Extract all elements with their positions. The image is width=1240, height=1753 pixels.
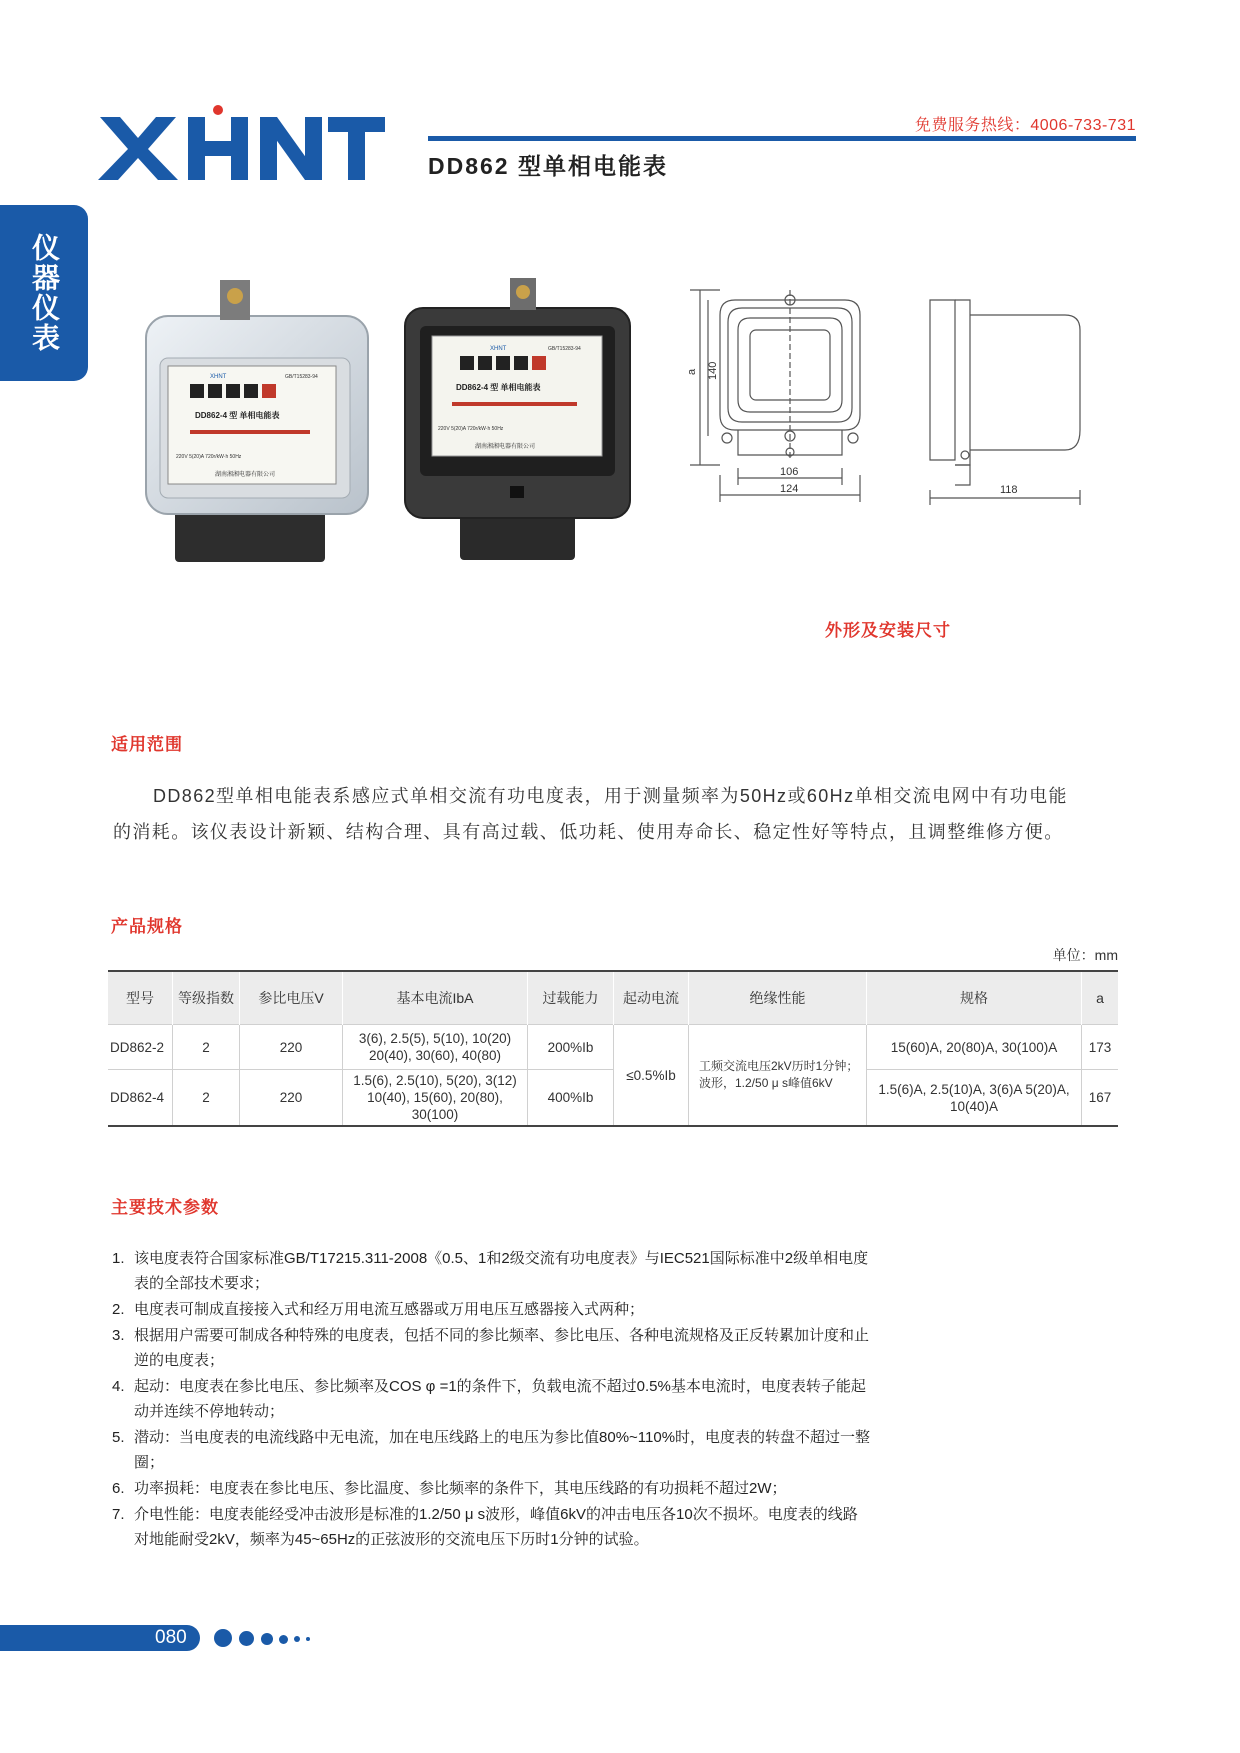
cell-current: 3(6), 2.5(5), 5(10), 10(20) 20(40), 30(60), 40(80): [343, 1025, 528, 1070]
cell-spec: 1.5(6)A, 2.5(10)A, 3(6)A 5(20)A, 10(40)A: [867, 1070, 1082, 1127]
black-meter-photo: [400, 278, 635, 568]
brand-logo: [100, 105, 385, 180]
list-item: [112, 1425, 872, 1475]
item-text: 潜动：当电度表的电流线路中无电流，加在电压线路上的电压为参比值80%~110%时，电度表的转盘不超过一整圈；: [134, 1429, 871, 1471]
cell-model: DD862-4: [108, 1070, 173, 1127]
params-heading: 主要技术参数: [111, 1198, 219, 1217]
svg-text:a: a: [686, 368, 698, 375]
col-spec: 规格: [867, 971, 1082, 1025]
svg-text:118: 118: [1000, 484, 1018, 496]
item-text: 起动：电度表在参比电压、参比频率及COS φ =1的条件下，负载电流不超过0.5%基本电流时，电度表转子能起动并连续不停地转动；: [134, 1378, 866, 1420]
dot-icon: [261, 1633, 273, 1645]
item-number: 5.: [112, 1429, 125, 1446]
spec-heading: 产品规格: [111, 917, 183, 936]
hotline-text: 免费服务热线：4006-733-731: [914, 117, 1136, 134]
svg-text:湖南湘湘电器有限公司: 湖南湘湘电器有限公司: [475, 444, 536, 450]
dot-icon: [279, 1635, 288, 1644]
svg-text:XHNT: XHNT: [490, 346, 507, 352]
cell-model: DD862-2: [108, 1025, 173, 1070]
table-header-row: [108, 971, 1118, 1025]
spec-table: [108, 970, 1118, 1127]
params-list: [112, 1246, 872, 1553]
page-title: DD862 型单相电能表: [428, 153, 668, 179]
footer-dots: [214, 1629, 324, 1649]
cell-overload: 400%Ib: [528, 1070, 614, 1127]
scope-heading: 适用范围: [111, 735, 183, 754]
svg-text:DD862-4 型 单相电能表: DD862-4 型 单相电能表: [195, 411, 280, 420]
dot-icon: [239, 1631, 254, 1646]
item-text: 该电度表符合国家标准GB/T17215.311-2008《0.5、1和2级交流有功电度表》与IEC521国际标准中2级单相电度表的全部技术要求；: [134, 1250, 869, 1292]
item-text: 功率损耗：电度表在参比电压、参比温度、参比频率的条件下，其电压线路的有功损耗不超过2W；: [134, 1480, 787, 1497]
svg-text:湖南湘湘电器有限公司: 湖南湘湘电器有限公司: [215, 472, 276, 478]
cell-overload: 200%Ib: [528, 1025, 614, 1070]
cell-voltage: 220: [240, 1070, 343, 1127]
cell-voltage: 220: [240, 1025, 343, 1070]
drawing-caption: 外形及安装尺寸: [825, 621, 951, 640]
page-number: 080: [155, 1627, 187, 1648]
item-text: 介电性能：电度表能经受冲击波形是标准的1.2/50 μ s波形，峰值6kV的冲击电压各10次不损坏。电度表的线路对地能耐受2kV，频率为45~65Hz的正弦波形的交流电压下历时1分钟的试验。: [134, 1506, 858, 1548]
svg-text:GB/T15283-94: GB/T15283-94: [285, 374, 318, 380]
front-dimension-drawing: [686, 290, 880, 540]
scope-paragraph: DD862型单相电能表系感应式单相交流有功电度表，用于测量频率为50Hz或60Hz单相交流电网中有功电能的消耗。该仪表设计新颖、结构合理、具有高过载、低功耗、使用寿命长、稳定性好等特点，且调整维修方便。: [113, 786, 1068, 842]
cell-grade: 2: [173, 1070, 240, 1127]
side-dimension-drawing: [925, 290, 1090, 540]
col-current: 基本电流IbA: [343, 971, 528, 1025]
dot-icon: [294, 1636, 300, 1642]
dot-icon: [214, 1629, 232, 1647]
col-model: 型号: [108, 971, 173, 1025]
item-number: 6.: [112, 1480, 125, 1497]
header-rule: [428, 136, 1136, 141]
cell-current: 1.5(6), 2.5(10), 5(20), 3(12) 10(40), 15(60), 20(80), 30(100): [343, 1070, 528, 1127]
list-item: [112, 1297, 872, 1322]
col-overload: 过载能力: [528, 971, 614, 1025]
col-grade: 等级指数: [173, 971, 240, 1025]
col-start-current: 起动电流: [614, 971, 689, 1025]
svg-text:XHNT: XHNT: [210, 374, 227, 380]
table-row: [108, 1070, 1118, 1127]
svg-text:140: 140: [707, 361, 719, 380]
col-insulation: 绝缘性能: [689, 971, 867, 1025]
col-voltage: 参比电压V: [240, 971, 343, 1025]
cell-grade: 2: [173, 1025, 240, 1070]
cell-insulation: 工频交流电压2kV历时1分钟；波形，1.2/50 μ s峰值6kV: [689, 1025, 867, 1127]
list-item: [112, 1374, 872, 1424]
item-number: 7.: [112, 1506, 125, 1523]
dot-icon: [306, 1637, 310, 1641]
svg-text:220V 5(20)A 720r/kW·h 50Hz: 220V 5(20)A 720r/kW·h 50Hz: [176, 454, 242, 460]
cell-a: 173: [1082, 1025, 1119, 1070]
item-text: 根据用户需要可制成各种特殊的电度表，包括不同的参比频率、参比电压、各种电流规格及正反转累加计度和止逆的电度表；: [134, 1327, 870, 1369]
unit-label: 单位：mm: [1052, 947, 1118, 963]
cell-a: 167: [1082, 1070, 1119, 1127]
svg-text:DD862-4 型 单相电能表: DD862-4 型 单相电能表: [456, 383, 541, 392]
item-number: 4.: [112, 1378, 125, 1395]
list-item: [112, 1476, 872, 1501]
item-number: 1.: [112, 1250, 125, 1267]
transparent-meter-photo: [140, 278, 375, 568]
svg-text:124: 124: [780, 483, 799, 495]
cell-spec: 15(60)A, 20(80)A, 30(100)A: [867, 1025, 1082, 1070]
list-item: [112, 1246, 872, 1296]
list-item: [112, 1323, 872, 1373]
table-row: [108, 1025, 1118, 1070]
svg-text:GB/T15283-94: GB/T15283-94: [548, 346, 581, 352]
side-category-tab: 仪器仪表: [0, 205, 88, 381]
item-number: 3.: [112, 1327, 125, 1344]
list-item: [112, 1502, 872, 1552]
col-a: a: [1082, 971, 1119, 1025]
svg-text:106: 106: [780, 466, 799, 478]
svg-text:220V 5(20)A 720r/kW·h 50Hz: 220V 5(20)A 720r/kW·h 50Hz: [438, 426, 504, 432]
item-number: 2.: [112, 1301, 125, 1318]
item-text: 电度表可制成直接接入式和经万用电流互感器或万用电压互感器接入式两种；: [134, 1301, 645, 1318]
cell-start-current: ≤0.5%Ib: [614, 1025, 689, 1127]
brand-text: XHNT: [100, 105, 103, 106]
